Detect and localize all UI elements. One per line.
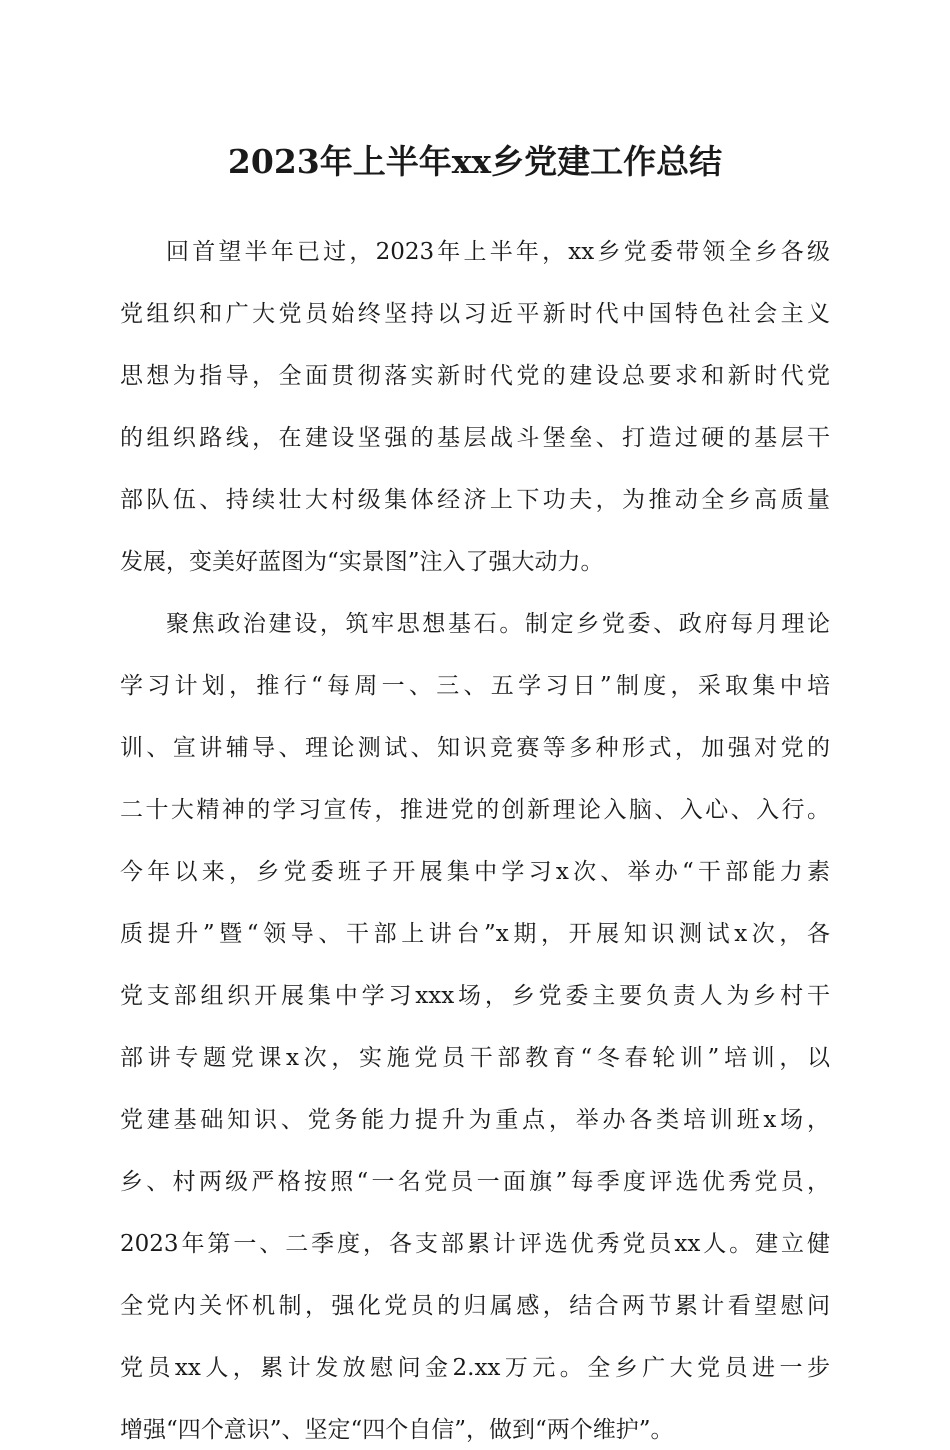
paragraph-2-line: 乡、村两级严格按照“一名党员一面旗”每季度评选优秀党员，: [120, 1169, 830, 1195]
paragraph-2-line: 二十大精神的学习宣传，推进党的创新理论入脑、入心、入行。: [120, 797, 830, 823]
paragraph-2-line: 党建基础知识、党务能力提升为重点，举办各类培训班x场，: [120, 1107, 830, 1133]
paragraph-1-line: 回首望半年已过，2023年上半年，xx乡党委带领全乡各级: [166, 239, 830, 265]
paragraph-2-line: 今年以来，乡党委班子开展集中学习x次、举办“干部能力素: [120, 859, 830, 885]
paragraph-2-line: 党员xx人，累计发放慰问金2.xx万元。全乡广大党员进一步: [120, 1355, 830, 1381]
paragraph-1-line: 的组织路线，在建设坚强的基层战斗堡垒、打造过硬的基层干: [120, 425, 830, 451]
paragraph-1-line: 发展，变美好蓝图为“实景图”注入了强大动力。: [120, 549, 604, 575]
paragraph-1-line: 党组织和广大党员始终坚持以习近平新时代中国特色社会主义: [120, 301, 830, 327]
paragraph-2-line: 增强“四个意识”、坚定“四个自信”，做到“两个维护”。: [120, 1417, 674, 1443]
paragraph-1-line: 部队伍、持续壮大村级集体经济上下功夫，为推动全乡高质量: [120, 487, 830, 513]
paragraph-2-line: 部讲专题党课x次，实施党员干部教育“冬春轮训”培训，以: [120, 1045, 830, 1071]
document-title: 2023年上半年xx乡党建工作总结: [227, 142, 723, 181]
paragraph-2-line: 聚焦政治建设，筑牢思想基石。制定乡党委、政府每月理论: [166, 611, 830, 637]
paragraph-2-line: 党支部组织开展集中学习xxx场，乡党委主要负责人为乡村干: [120, 983, 830, 1009]
paragraph-2-line: 训、宣讲辅导、理论测试、知识竞赛等多种形式，加强对党的: [120, 735, 830, 761]
paragraph-1-line: 思想为指导，全面贯彻落实新时代党的建设总要求和新时代党: [120, 363, 830, 389]
paragraph-2-line: 质提升”暨“领导、干部上讲台”x期，开展知识测试x次，各: [120, 921, 830, 947]
paragraph-2-line: 全党内关怀机制，强化党员的归属感，结合两节累计看望慰问: [120, 1293, 830, 1319]
paragraph-2-line: 学习计划，推行“每周一、三、五学习日”制度，采取集中培: [120, 673, 830, 699]
paragraph-2-line: 2023年第一、二季度，各支部累计评选优秀党员xx人。建立健: [120, 1231, 830, 1257]
